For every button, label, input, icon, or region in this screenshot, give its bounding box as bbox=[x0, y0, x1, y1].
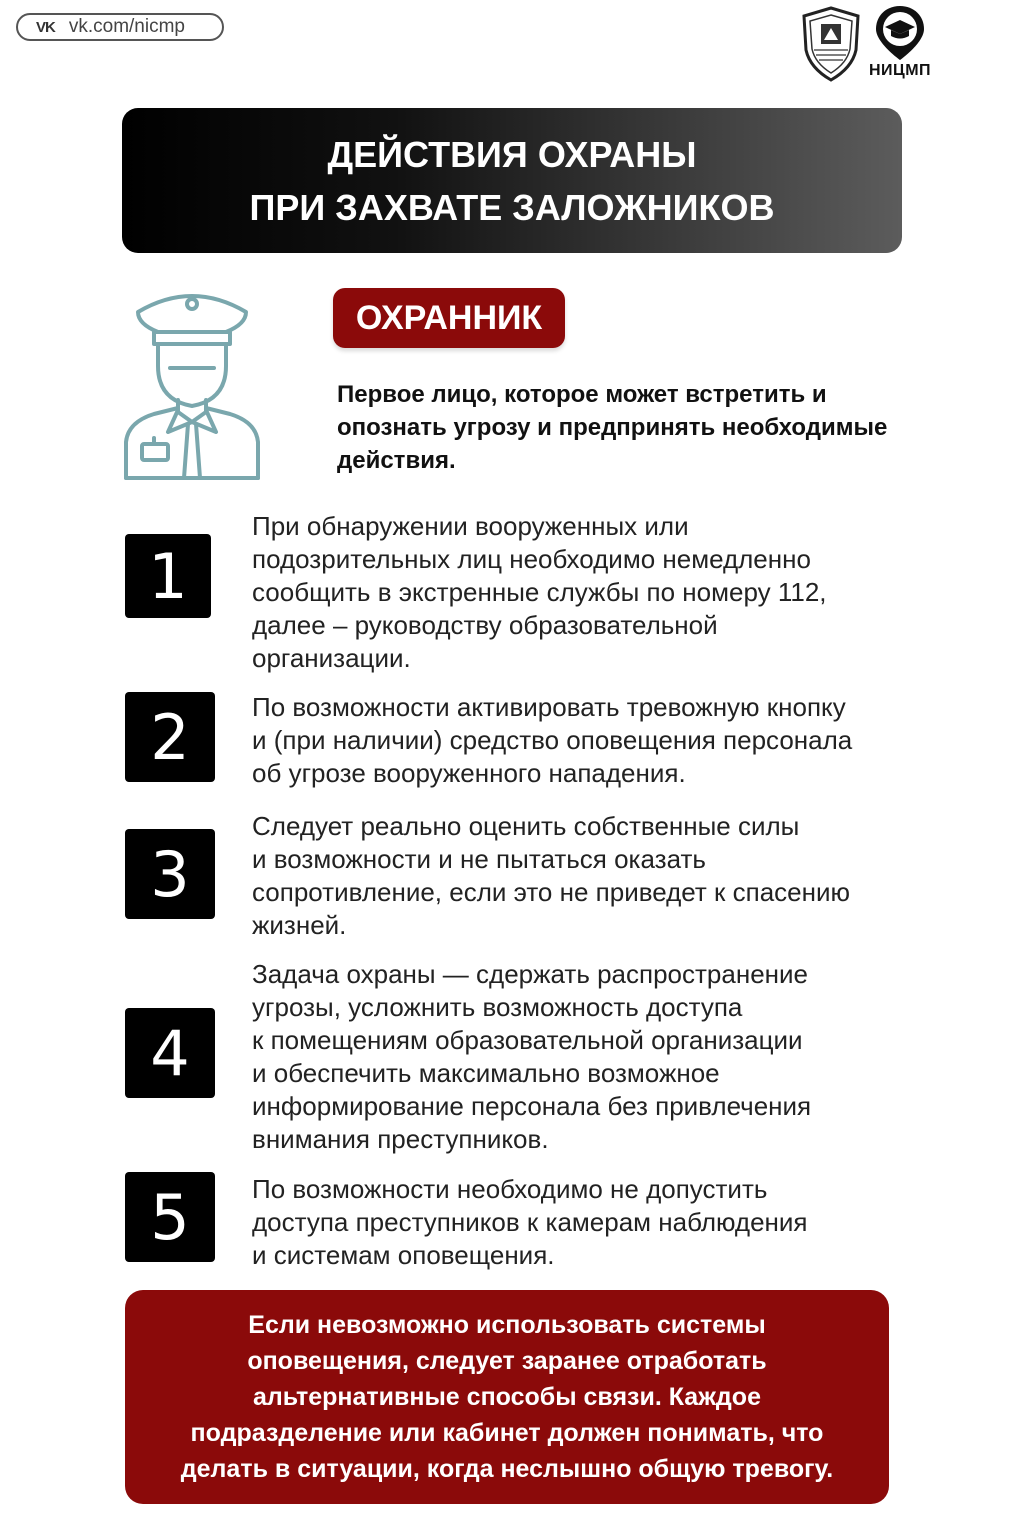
step-number-1: 1 bbox=[125, 534, 211, 618]
step-number-5: 5 bbox=[125, 1172, 215, 1262]
vk-icon: VK bbox=[36, 18, 55, 36]
security-guard-icon bbox=[118, 282, 266, 480]
vk-url: vk.com/nicmp bbox=[68, 16, 185, 37]
brand-name: НИЦМП bbox=[868, 62, 932, 79]
alert-note: Если невозможно использовать системы оповещения, следует заранее отработать альтернативные способы связи. Каждое подразделение или кабинет должен понимать, что делать в ситуации, когда неслышно общую тревогу. bbox=[125, 1290, 889, 1504]
step-text-4: Задача охраны — сдержать распространение угрозы, усложнить возможность доступа к помещениям образовательной организации и обеспечить максимально возможное информирование персонала без привлечения внимания преступников. bbox=[252, 959, 812, 1154]
step-text-5: По возможности необходимо не допустить доступа преступников к камерам наблюдения и системам оповещения. bbox=[252, 1174, 808, 1270]
step-text-2: По возможности активировать тревожную кнопку и (при наличии) средство оповещения персонала об угрозе вооруженного нападения. bbox=[252, 692, 853, 788]
nicmp-logo bbox=[864, 2, 936, 82]
graduation-pin-icon bbox=[864, 2, 936, 64]
title-line-2: ПРИ ЗАХВАТЕ ЗАЛОЖНИКОВ bbox=[249, 186, 775, 228]
step-text-3: Следует реально оценить собственные силы и возможности и не пытаться оказать сопротивление, если это не приведет к спасению жизней. bbox=[252, 811, 851, 940]
title-line-1: ДЕЙСТВИЯ ОХРАНЫ bbox=[327, 133, 697, 175]
step-text-1: При обнаружении вооруженных или подозрительных лиц необходимо немедленно сообщить в экстренные службы по номеру 112, далее – руководству образовательной организации. bbox=[252, 511, 827, 673]
shield-emblem-icon bbox=[800, 6, 862, 82]
role-description: Первое лицо, которое может встретить и опознать угрозу и предпринять необходимые действия. bbox=[337, 381, 888, 474]
step-number-3: 3 bbox=[125, 829, 215, 919]
step-number-4: 4 bbox=[125, 1008, 215, 1098]
vk-link[interactable] bbox=[16, 13, 224, 41]
title-banner bbox=[122, 108, 902, 253]
role-badge: ОХРАННИК bbox=[333, 288, 565, 348]
step-number-2: 2 bbox=[125, 692, 215, 782]
